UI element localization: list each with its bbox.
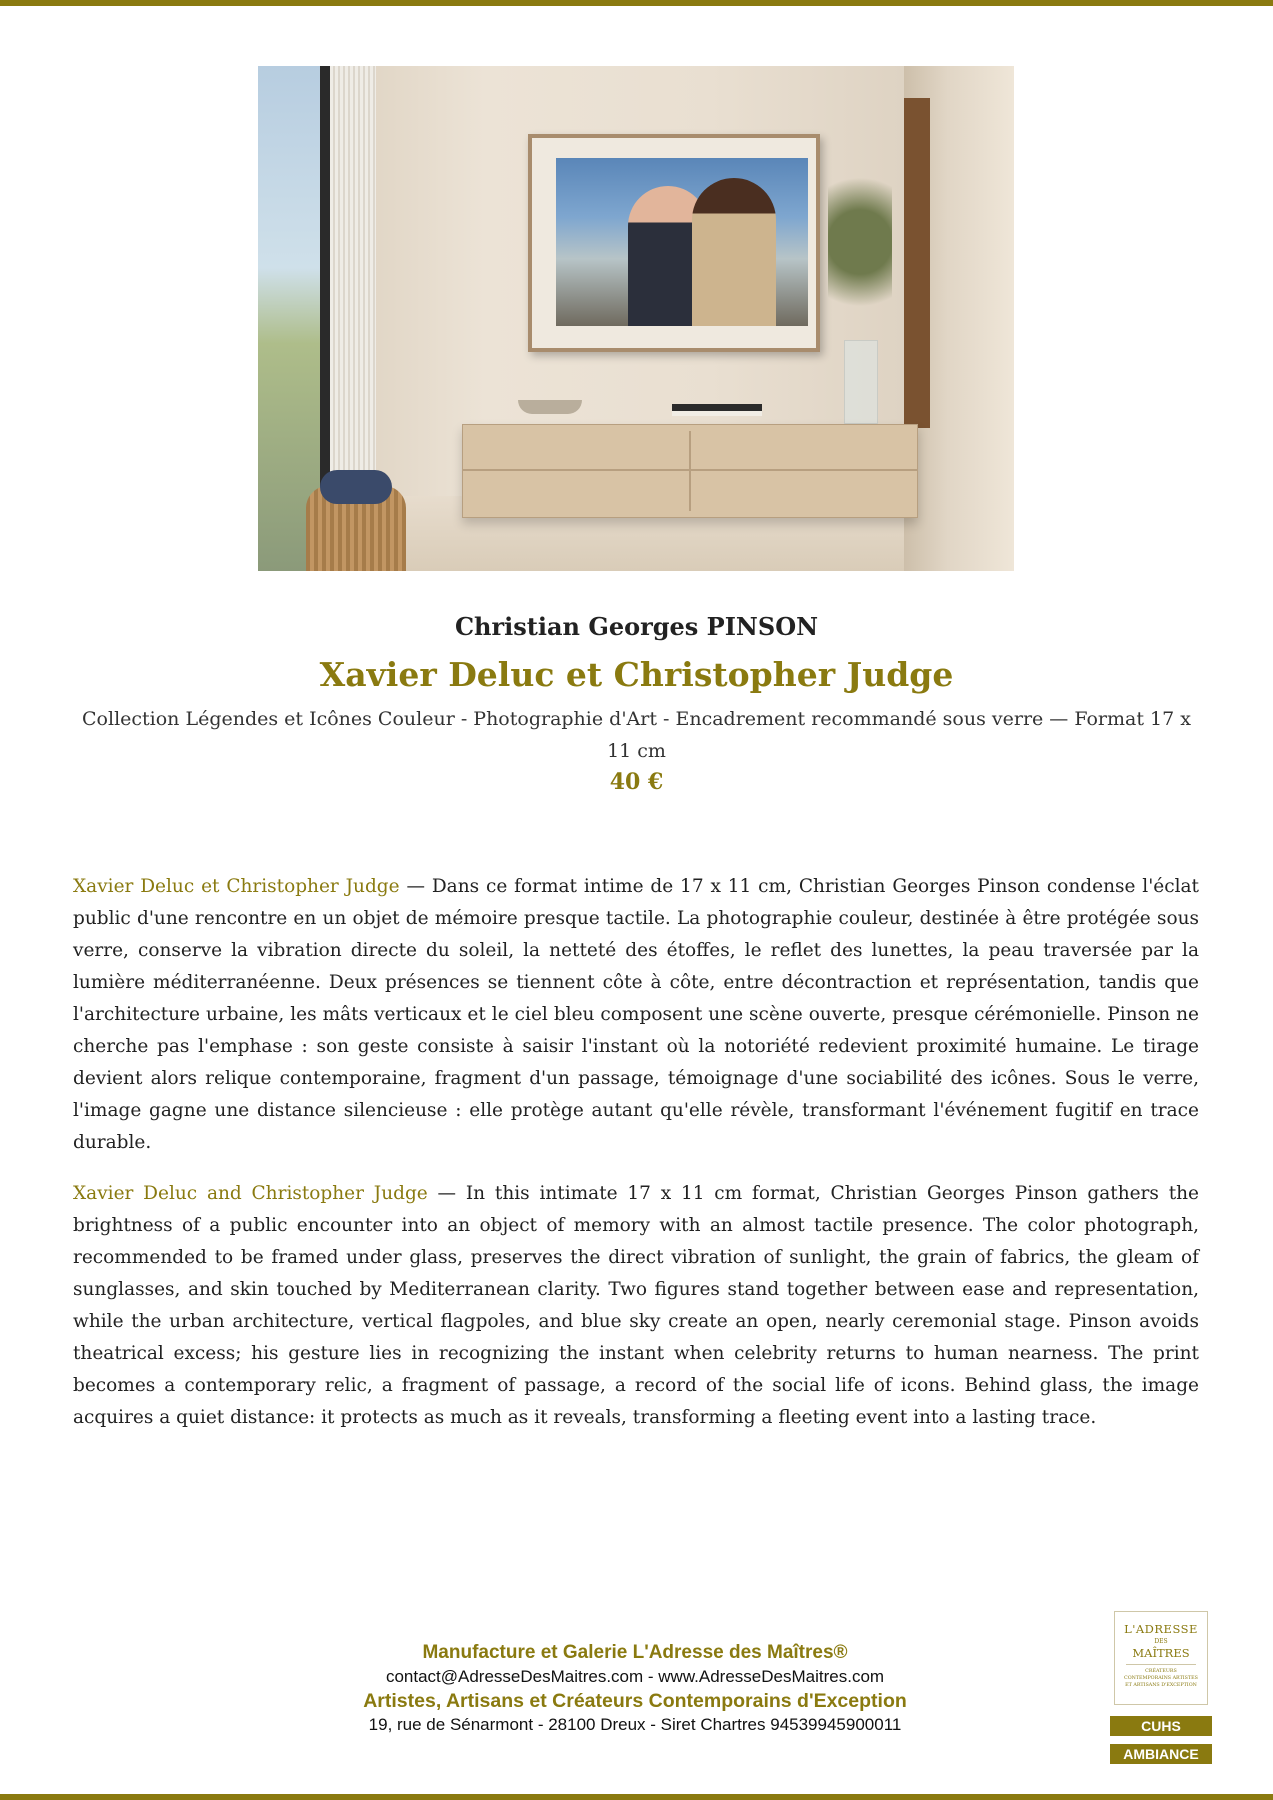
- basket-fabric: [320, 470, 392, 504]
- glass-vase: [844, 340, 878, 424]
- door: [904, 98, 930, 428]
- ambiance-badge: AMBIANCE: [1110, 1744, 1212, 1764]
- sideboard-cabinet: [462, 424, 918, 518]
- gallery-logo: [1114, 1611, 1208, 1705]
- artwork-title: Xavier Deluc et Christopher Judge: [319, 655, 954, 694]
- top-accent-bar: [0, 0, 1273, 6]
- logo-line-2: DES: [1154, 1638, 1168, 1645]
- figure-right: [692, 178, 776, 326]
- footer: [290, 1641, 980, 1737]
- artwork-print: [556, 158, 808, 326]
- logo-line-3: MAÎTRES: [1132, 1646, 1190, 1660]
- footer-contact[interactable]: contact@AdresseDesMaitres.com - www.AdresseDesMaitres.com: [385, 1667, 885, 1686]
- footer-company: Manufacture et Galerie L'Adresse des Maîtres®: [422, 1642, 848, 1663]
- description-english-lead: Xavier Deluc and Christopher Judge: [73, 1183, 428, 1204]
- description-english: [73, 1178, 1199, 1434]
- room-ambiance-photo: [258, 66, 1014, 571]
- footer-tagline: Artistes, Artisans et Créateurs Contemporains d'Exception: [363, 1690, 907, 1712]
- cuhs-badge: CUHS: [1110, 1716, 1212, 1736]
- description-english-text: — In this intimate 17 x 11 cm format, Christian Georges Pinson gathers the brightness of a public encounter into an object of memory with an almost tactile presence. The color photograph, recommended to be framed under glass, preserves the direct vibration of sunlight, the grain of fabrics, the gleam of sunglasses, and skin touched by Mediterranean clarity. Two figures stand together between ease and representation, while the urban architecture, vertical flagpoles, and blue sky create an open, nearly ceremonial stage. Pinson avoids theatrical excess; his gesture lies in recognizing the instant when celebrity returns to human nearness. The print becomes a contemporary relic, a fragment of passage, a record of the social life of icons. Behind glass, the image acquires a quiet distance: it protects as much as it reveals, transforming a fleeting event into a lasting trace.: [73, 1183, 1199, 1428]
- description-french-lead: Xavier Deluc et Christopher Judge: [73, 876, 400, 897]
- logo-line-1: L'ADRESSE: [1124, 1622, 1198, 1636]
- artist-name: Christian Georges PINSON: [454, 612, 819, 641]
- framed-artwork: [528, 134, 820, 352]
- coffee-table-book: [672, 404, 762, 416]
- cabinet-divider: [689, 431, 691, 511]
- description-french: [73, 871, 1199, 1159]
- bottom-accent-bar: [0, 1794, 1273, 1800]
- olive-plant: [828, 174, 892, 344]
- description-french-text: — Dans ce format intime de 17 x 11 cm, Christian Georges Pinson condense l'éclat public d'une rencontre en un objet de mémoire presque tactile. La photographie couleur, destinée à être protégée sous verre, conserve la vibration directe du soleil, la netteté des étoffes, le reflet des lunettes, la peau traversée par la lumière méditerranéenne. Deux présences se tiennent côte à côte, entre décontraction et représentation, tandis que l'architecture urbaine, les mâts verticaux et le ciel bleu composent une scène ouverte, presque cérémonielle. Pinson ne cherche pas l'emphase : son geste consiste à saisir l'instant où la notoriété redevient proximité humaine. Le tirage devient alors relique contemporaine, fragment d'un passage, témoignage d'une sociabilité des icônes. Sous le verre, l'image gagne une distance silencieuse : elle protège autant qu'elle révèle, transformant l'événement fugitif en trace durable.: [73, 876, 1199, 1153]
- decor-bowl: [518, 400, 582, 414]
- footer-address: 19, rue de Sénarmont - 28100 Dreux - Siret Chartres 94539945900011: [368, 1715, 902, 1734]
- frame-mat: [532, 138, 816, 348]
- logo-divider: [1126, 1664, 1196, 1665]
- artwork-subtitle: Collection Légendes et Icônes Couleur - Photographie d'Art - Encadrement recommandé sous verre — Format 17 x 11 cm: [82, 708, 1191, 762]
- cabinet-drawer-line: [463, 469, 917, 471]
- logo-line-4: CRÉATEURS CONTEMPORAINS ARTISTES ET ARTISANS D'EXCEPTION: [1124, 1669, 1198, 1688]
- artwork-price: 40 €: [609, 769, 664, 795]
